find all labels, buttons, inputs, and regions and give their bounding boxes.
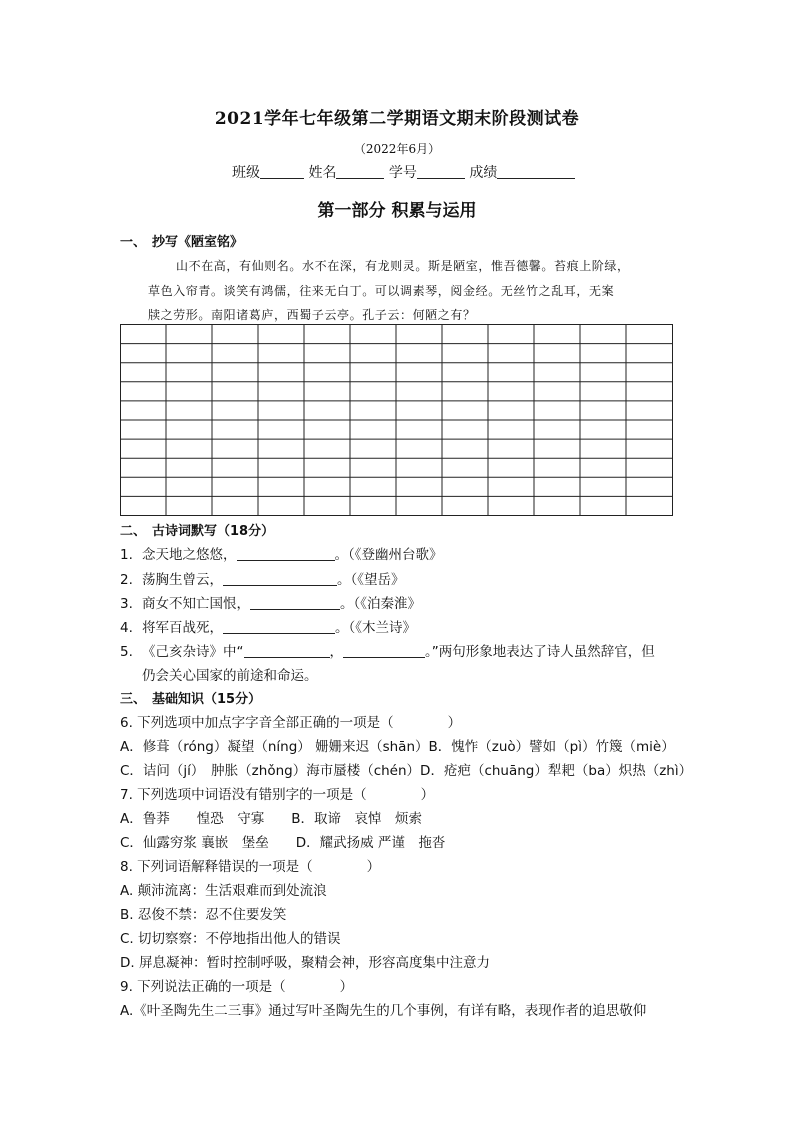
poem-line: 草色入帘青。谈笑有鸿儒，往来无白丁。可以调素琴，阅金经。无丝竹之乱耳，无案 (148, 283, 615, 298)
class-blank[interactable] (260, 164, 304, 179)
student-info-line (232, 162, 575, 182)
question-7-options-cd: C．仙露穷浆 襄嵌 堡垒 D．耀武扬威 严谨 拖沓 (120, 835, 446, 851)
answer-blank[interactable] (237, 546, 335, 561)
question-source: 。（《望岳》 (337, 572, 405, 588)
score-blank[interactable] (497, 164, 575, 179)
id-label: 学号 (388, 165, 417, 181)
question-7-stem: 7. 下列选项中词语没有错别字的一项是（ ） (120, 787, 435, 803)
poem-question-3 (120, 592, 421, 612)
poem-question-5-continued: 仍会关心国家的前途和命运。 (142, 668, 318, 684)
poem-question-5 (120, 640, 655, 660)
poem-question-4 (120, 616, 416, 636)
poem-line: 牍之劳形。南阳诸葛庐，西蜀子云亭。孔子云：何陋之有？ (148, 308, 476, 322)
question-source: 。（《登幽州台歌》 (334, 547, 443, 563)
question-text: 念天地之悠悠， (142, 547, 237, 563)
poem-question-2 (120, 568, 405, 588)
name-blank[interactable] (336, 164, 384, 179)
copy-writing-grid[interactable] (120, 324, 673, 516)
question-6-options-cd: C．诘问（jí） 肿胀（zhǒng）海市蜃楼（chén）D．疮疤（chuāng）犁耙（ba）炽热（zhì） (120, 763, 693, 779)
question-text: 将军百战死， (142, 620, 223, 636)
answer-blank[interactable] (223, 619, 335, 634)
exam-title: 2021学年七年级第二学期语文期末阶段测试卷 (214, 109, 580, 129)
question-text: 《己亥杂诗》中“ (142, 644, 244, 660)
question-text: 商女不知亡国恨， (142, 596, 250, 612)
question-source: 。（《木兰诗》 (335, 620, 416, 636)
class-label: 班级 (232, 165, 260, 181)
answer-blank[interactable] (223, 571, 337, 586)
part-one-title: 第一部分 积累与运用 (317, 201, 477, 221)
question-number: 4. (120, 620, 133, 636)
question-number: 5. (120, 644, 133, 660)
question-text: ， (329, 644, 343, 660)
question-8-option-d: D. 屏息凝神：暂时控制呼吸，聚精会神，形容高度集中注意力 (120, 955, 490, 971)
question-number: 3. (120, 596, 133, 612)
exam-date: （2022年6月） (353, 142, 441, 156)
question-number: 2. (120, 572, 133, 588)
question-text: 。”两句形象地表达了诗人虽然辞官，但 (425, 644, 655, 660)
poem-line: 山不在高，有仙则名。水不在深，有龙则灵。斯是陋室，惟吾德馨。苔痕上阶绿， (176, 259, 630, 273)
question-6-stem: 6. 下列选项中加点字字音全部正确的一项是（ ） (120, 715, 462, 731)
question-8-stem: 8. 下列词语解释错误的一项是（ ） (120, 859, 381, 875)
question-text: 荡胸生曾云， (142, 572, 223, 588)
question-8-option-a: A. 颠沛流离：生活艰难而到处流浪 (120, 883, 327, 899)
section-one-title: 抄写《陋室铭》 (152, 235, 244, 250)
score-label: 成绩 (469, 165, 498, 181)
question-9-option-a: A.《叶圣陶先生二三事》通过写叶圣陶先生的几个事例，有详有略，表现作者的追思敬仰 (120, 1003, 647, 1019)
question-number: 1. (120, 547, 133, 563)
question-8-option-c: C. 切切察察：不停地指出他人的错误 (120, 931, 341, 947)
answer-blank[interactable] (244, 643, 330, 658)
answer-blank[interactable] (343, 643, 425, 658)
section-one-heading (120, 231, 243, 250)
section-three-title: 基础知识（15分） (152, 692, 262, 707)
question-source: 。（《泊秦淮》 (340, 596, 421, 612)
id-blank[interactable] (417, 164, 465, 179)
section-three-number: 三、 (120, 692, 147, 707)
section-two-number: 二、 (120, 524, 147, 539)
poem-text (148, 254, 688, 328)
poem-question-1 (120, 543, 443, 563)
section-three-heading (120, 688, 261, 707)
section-one-number: 一、 (120, 235, 147, 250)
section-two-title: 古诗词默写（18分） (152, 524, 275, 539)
question-6-options-ab: A．修葺（róng）凝望（níng） 姗姗来迟（shān）B．愧怍（zuò）譬如（pì）竹篾（miè） (120, 739, 675, 755)
question-9-stem: 9. 下列说法正确的一项是（ ） (120, 979, 354, 995)
question-7-options-ab: A．鲁莽 惶恐 守寡 B．取谛 哀悼 烦索 (120, 811, 422, 827)
name-label: 姓名 (308, 165, 337, 181)
section-two-heading (120, 520, 274, 539)
answer-blank[interactable] (250, 595, 340, 610)
question-8-option-b: B. 忍俊不禁：忍不住要发笑 (120, 907, 287, 923)
